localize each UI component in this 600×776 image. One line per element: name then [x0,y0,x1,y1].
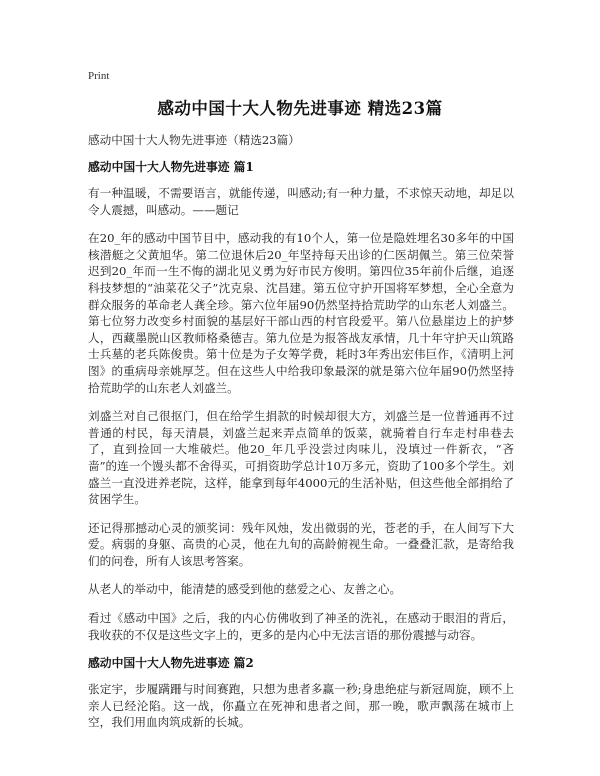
document-title: 感动中国十大人物先进事迹 精选23篇 [157,99,443,118]
paragraph: 看过《感动中国》之后，我的内心仿佛收到了神圣的洗礼，在感动于眼泪的背后，我收获的不仅是这些文字上的，更多的是内心中无法言语的那份震撼与动容。 [88,611,514,642]
section-heading-2: 感动中国十大人物先进事迹 篇2 [88,656,254,671]
paragraph: 有一种温暖，不需要语言，就能传递，叫感动;有一种力量，不求惊天动地，却足以令人震撼，叫感动。——题记 [88,186,514,217]
paragraph: 刘盛兰对自己很抠门，但在给学生捐款的时候却很大方，刘盛兰是一位普通再不过普通的村民，每天清晨，刘盛兰起来弄点简单的饭菜，就骑着自行车走村串巷去了，直到捡回一大堆破烂。他20_年几乎没尝过肉味儿，没填过一件新衣，“吝啬”的连一个馒头都不舍得买，可捐资助学总计10万多元，资助了100多个学生。刘盛兰一直没进养老院，这样，能拿到每年4000元的生活补贴，但这些他全部捐给了贫困学生。 [88,409,514,507]
paragraph: 还记得那撼动心灵的颁奖词：残年风烛，发出微弱的光，苍老的手，在人间写下大爱。病弱的身躯、高贵的心灵，他在九旬的高龄俯视生命。一叠叠汇款，是寄给我们的问卷，所有人该思考答案。 [88,520,514,568]
paragraph: 从老人的举动中，能清楚的感受到他的慈爱之心、友善之心。 [88,582,402,597]
article-subtitle: 感动中国十大人物先进事迹（精选23篇） [88,133,300,147]
print-link[interactable]: Print [88,70,110,82]
paragraph: 张定宇，步履蹒跚与时间赛跑，只想为患者多赢一秒;身患绝症与新冠周旋，顾不上亲人已经沦陷。这一战，你矗立在死神和患者之间，那一晚，歌声飘荡在城市上空，我们用血肉筑成新的长城。 [88,682,514,730]
section-heading-1: 感动中国十大人物先进事迹 篇1 [88,160,254,174]
paragraph: 在20_年的感动中国节目中，感动我的有10个人，第一位是隐姓埋名30多年的中国核潜艇之父黄旭华。第二位退休后20_年坚持每天出诊的仁医胡佩兰。第三位荣誉迟到20_年而一生不悔的湖北见义勇为好市民方俊明。第四位35年前仆后继，追逐科技梦想的“油菜花父子”沈克泉、沈昌建。第五位守护开国将军梦想，全心全意为群众服务的革命老人龚全珍。第六位年届90仍然坚持拾荒助学的山东老人刘盛兰。第七位努力改变乡村面貌的基层好干部山西的村官段爱平。第八位悬崖边上的护梦人，西藏墨脱山区教师格桑德吉。第九位是为报答战友承情，几十年守护天山筑路士兵墓的老兵陈俊贵。第十位是为子女筹学费，耗时3年秀出宏伟巨作，《清明上河图》的重病母亲姚厚芝。但在这些人中给我印象最深的就是第六位年届90仍然坚持拾荒助学的山东老人刘盛兰。 [88,231,514,395]
article-body [88,132,514,743]
